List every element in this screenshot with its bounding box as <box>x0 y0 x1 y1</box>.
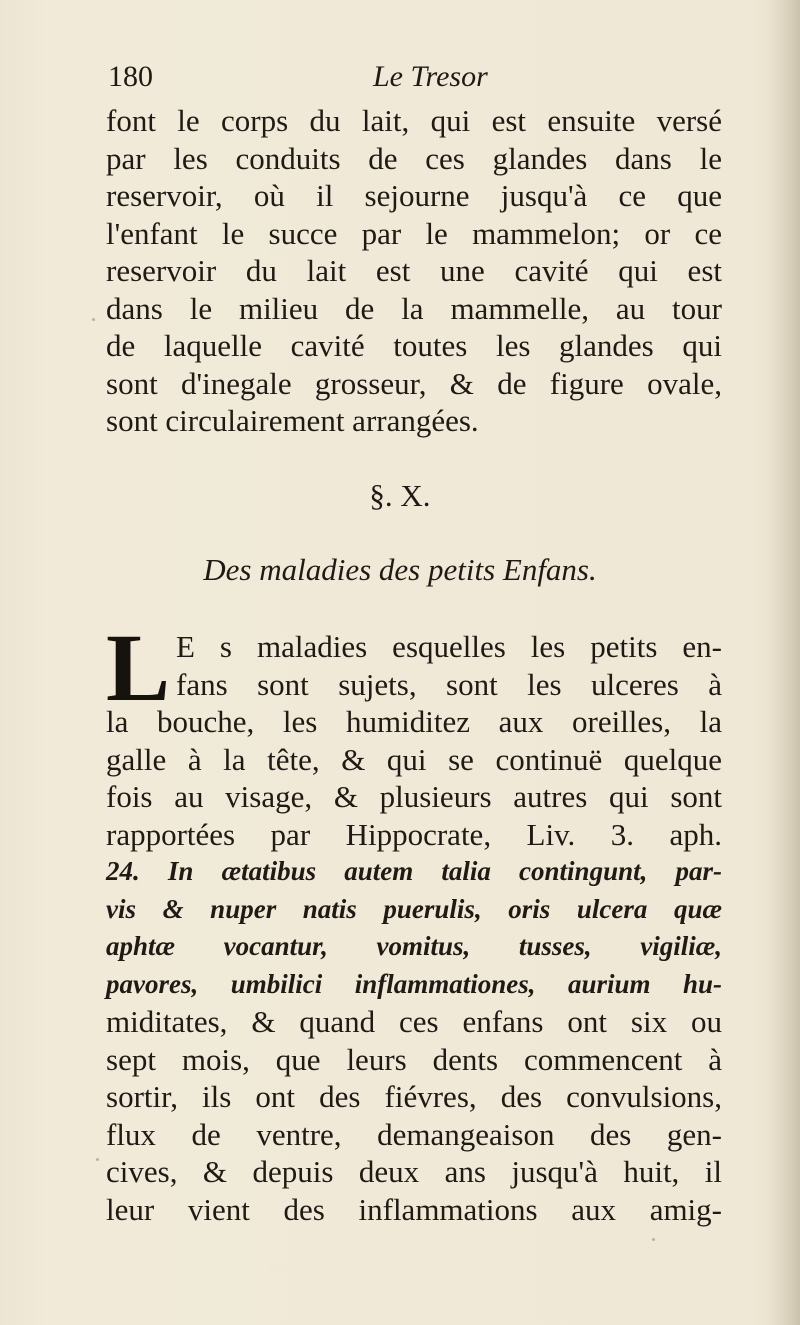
text-line: de laquelle cavité toutes les glandes qui <box>106 328 722 363</box>
paragraph-diseases <box>106 614 722 1228</box>
text-line: font le corps du lait, qui est ensuite versé <box>106 103 722 138</box>
text-line: reservoir du lait est une cavité qui est <box>106 253 722 288</box>
text-line: rapportées par Hippocrate, Liv. 3. aph. <box>106 816 722 852</box>
text-line: galle à la tête, & qui se continuë quelque <box>106 741 722 777</box>
paper-speck <box>652 1238 655 1241</box>
paper-speck <box>96 1158 99 1161</box>
latin-quote-line: 24. In ætatibus autem talia contingunt, par- <box>106 856 722 886</box>
text-line: sortir, ils ont des fiévres, des convulsions, <box>106 1079 722 1114</box>
latin-quote-line: pavores, umbilici inflammationes, aurium hu- <box>106 968 722 999</box>
running-title: Le Tresor <box>373 60 488 93</box>
text-line: leur vient des inflammations aux amig- <box>106 1191 722 1227</box>
paper-speck <box>92 318 95 321</box>
section-title: Des maladies des petits Enfans. <box>203 552 597 587</box>
running-head <box>108 60 718 100</box>
text-line: sont circulairement arrangées. <box>106 403 479 438</box>
text-line: reservoir, où il sejourne jusqu'à ce que <box>106 178 722 213</box>
page-number: 180 <box>108 60 153 93</box>
scan-edge-shadow <box>766 0 800 1325</box>
text-line: sept mois, que leurs dents commencent à <box>106 1041 722 1077</box>
section-number: §. X. <box>369 478 431 513</box>
text-line: miditates, & quand ces enfans ont six ou <box>106 1004 722 1039</box>
text-line: par les conduits de ces glandes dans le <box>106 140 722 176</box>
paragraph-continued <box>106 102 722 440</box>
text-line: sont d'inegale grosseur, & de figure ovale, <box>106 365 722 401</box>
latin-quote-line: vis & nuper natis puerulis, oris ulcera quæ <box>106 893 722 924</box>
text-line: la bouche, les humiditez aux oreilles, la <box>106 704 722 739</box>
latin-quote-line: aphtæ vocantur, vomitus, tusses, vigiliæ, <box>106 931 722 961</box>
text-line: E s maladies esquelles les petits en- <box>176 629 722 664</box>
text-line: cives, & depuis deux ans jusqu'à huit, il <box>106 1154 722 1189</box>
text-line: fans sont sujets, sont les ulceres à <box>176 666 722 702</box>
text-line: dans le milieu de la mammelle, au tour <box>106 290 722 326</box>
drop-cap: L <box>106 614 171 721</box>
text-line: l'enfant le succe par le mammelon; or ce <box>106 215 722 251</box>
text-line: flux de ventre, demangeaison des gen- <box>106 1116 722 1152</box>
text-line: fois au visage, & plusieurs autres qui sont <box>106 779 722 814</box>
